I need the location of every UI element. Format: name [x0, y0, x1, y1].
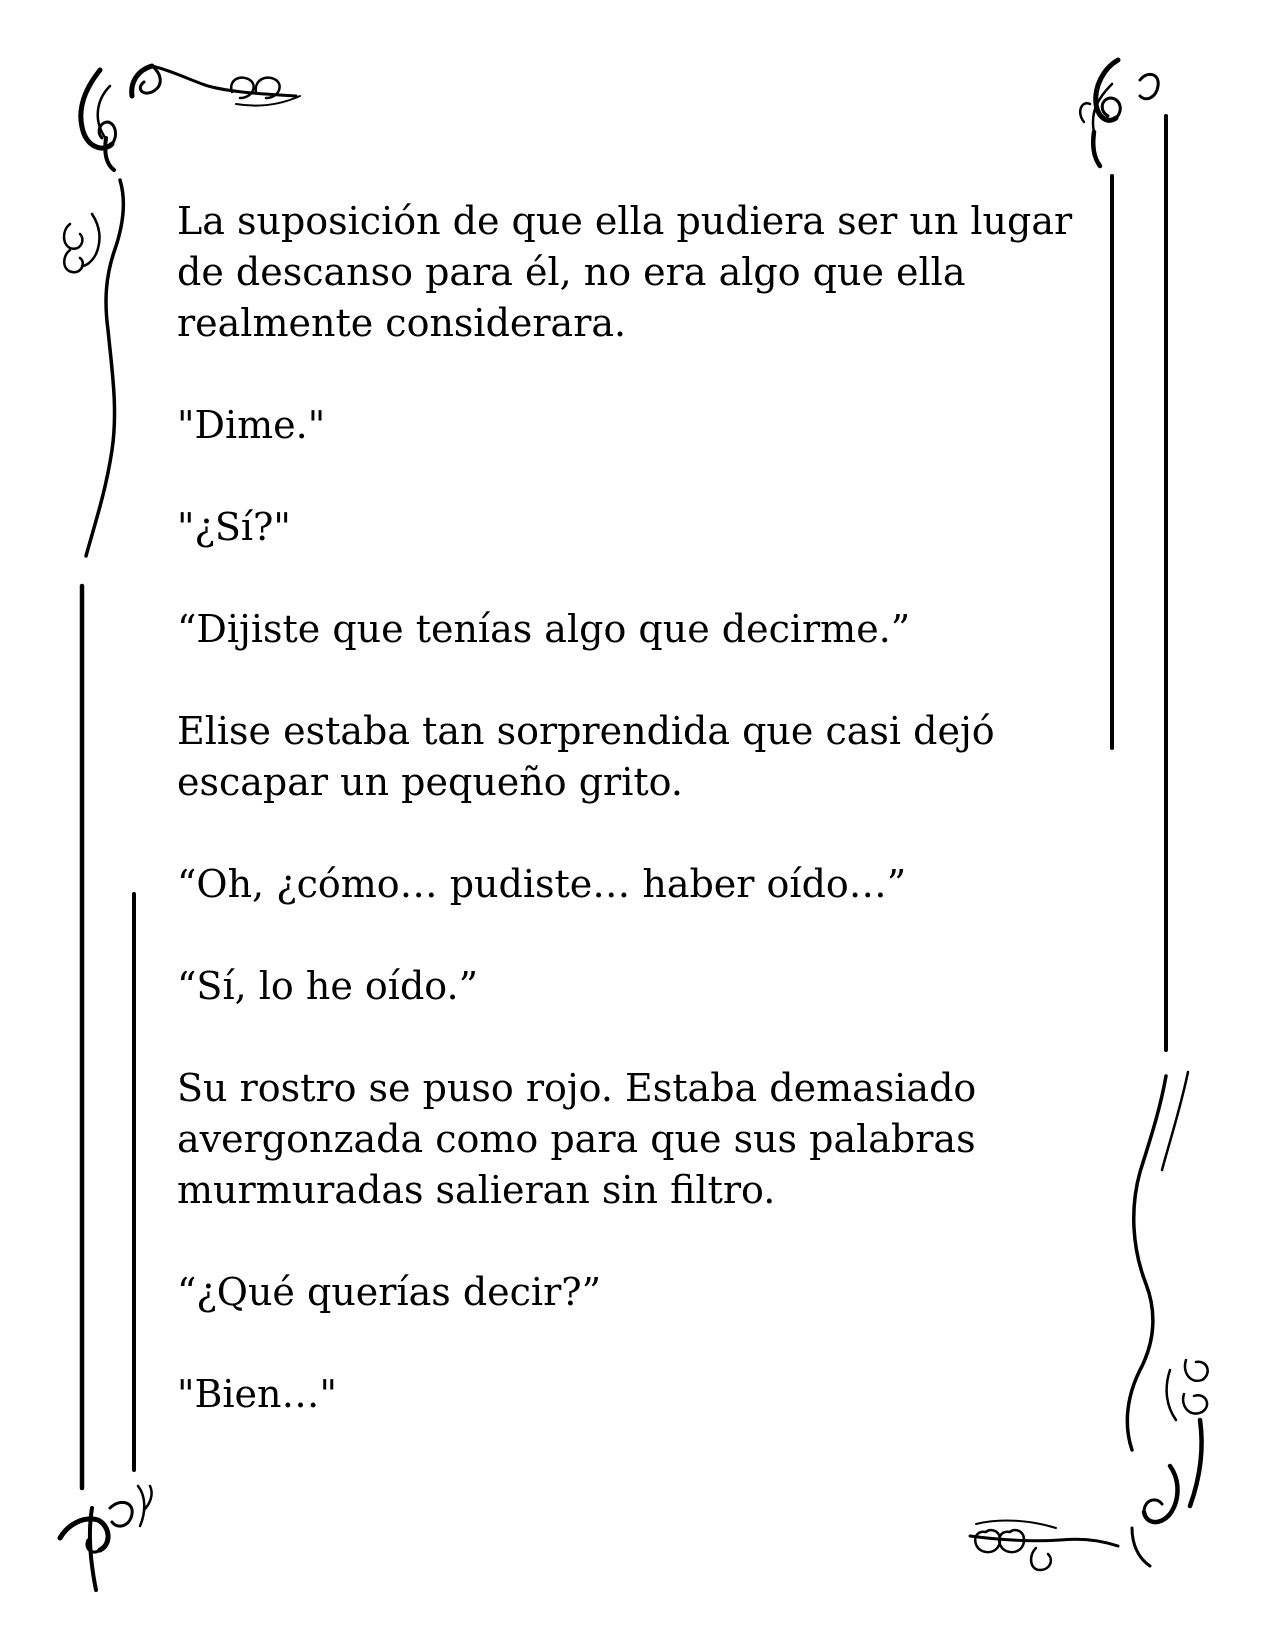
- paragraph-3: "¿Sí?": [177, 505, 291, 549]
- paragraph-4: “Dijiste que tenías algo que decirme.”: [177, 607, 911, 651]
- paragraph-7: “Sí, lo he oído.”: [177, 964, 478, 1008]
- paragraph-10: "Bien…": [177, 1372, 337, 1416]
- paragraph-2: "Dime.": [177, 403, 326, 447]
- paragraph-1: La suposición de que ella pudiera ser un lugar de descanso para él, no era algo que ella realmente considerara.: [177, 199, 1073, 345]
- flourish-bottom-left-icon: [60, 1486, 152, 1590]
- paragraph-9: “¿Qué querías decir?”: [177, 1270, 602, 1314]
- document-body: [177, 196, 1097, 1471]
- paragraph-6: “Oh, ¿cómo… pudiste… haber oído…”: [177, 862, 907, 906]
- paragraph-8: Su rostro se puso rojo. Estaba demasiado avergonzada como para que sus palabras murmuradas salieran sin filtro.: [177, 1066, 977, 1212]
- paragraph-5: Elise estaba tan sorprendida que casi dejó escapar un pequeño grito.: [177, 709, 995, 804]
